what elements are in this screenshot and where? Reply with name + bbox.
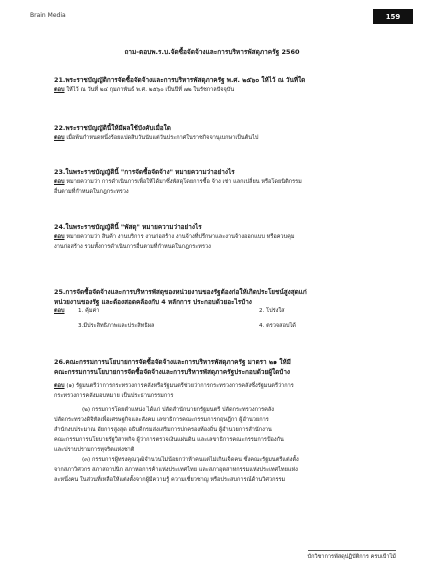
question-heading: 22.พระราชบัญญัตินี้ให้มีผลใช้บังคับเมื่อใด xyxy=(54,124,171,132)
choice-item: 3.มีประสิทธิภาพและประสิทธิผล xyxy=(78,323,155,329)
answer-text: และปราบปรามการทุจริตแห่งชาติ xyxy=(54,447,135,453)
answer-label: ตอบ xyxy=(54,308,65,314)
qa-item-22 xyxy=(54,123,394,143)
question-heading: หน่วยงานของรัฐ และต้องสอดคล้องกับ 4 หลักการ ประกอบด้วยอะไรบ้าง xyxy=(54,298,252,306)
answer-text: คณะกรรมการนโยบายรัฐวิสาหกิจ ผู้ว่าการตรวจเงินแผ่นดิน และเลขาธิการคณะกรรมการป้องกัน xyxy=(54,437,284,443)
answer-choices xyxy=(54,307,394,337)
answer-text: (๑) รัฐมนตรีว่าการกระทรวงการคลังหรือรัฐมนตรีช่วยว่าการกระทรวงการคลังซึ่งรัฐมนตรีว่าการ xyxy=(66,383,294,389)
qa-item-23 xyxy=(54,167,394,197)
question-heading: 25.การจัดซื้อจัดจ้างและการบริหารพัสดุของหน่วยงานของรัฐต้องก่อให้เกิดประโยชน์สูงสุดแก่ xyxy=(54,288,307,296)
choice-item: 1. คุ้มค่า xyxy=(78,308,100,314)
answer-text: หมายความว่า การดำเนินการเพื่อให้ได้มาซึ่งพัสดุโดยการซื้อ จ้าง เช่า แลกเปลี่ยน หรือโดยนิติกรรม xyxy=(66,179,302,185)
question-heading: 24.ในพระราชบัญญัตินี้ "พัสดุ" หมายความว่าอย่างไร xyxy=(54,223,202,231)
answer-text: ปลัดกระทรวงดิจิทัลเพื่อเศรษฐกิจและสังคม เลขาธิการคณะกรรมการกฤษฎีกา ผู้อำนวยการ xyxy=(54,417,269,423)
answer-text: (๒) กรรมการโดยตำแหน่ง ได้แก่ ปลัดสำนักนายกรัฐมนตรี ปลัดกระทรวงการคลัง xyxy=(82,407,275,413)
answer-text: จากสภาวิศวกร สภาสถาปนิก สภาหอการค้าแห่งประเทศไทย และสภาอุตสาหกรรมแห่งประเทศไทยแห่ง xyxy=(54,467,298,473)
qa-item-26 xyxy=(54,357,394,485)
answer-text: หมายความว่า สินค้า งานบริการ งานก่อสร้าง งานจ้างที่ปรึกษาและงานจ้างออกแบบ หรือควบคุม xyxy=(66,234,295,240)
page-title: ถาม-ตอบพ.ร.บ.จัดซื้อจัดจ้างและการบริหารพัสดุภาครัฐ 2560 xyxy=(124,48,300,56)
question-heading: 26.คณะกรรมการนโยบายการจัดซื้อจัดจ้างและการบริหารพัสดุภาครัฐ มาตรา ๒๑ ให้มี xyxy=(54,358,291,366)
answer-label: ตอบ xyxy=(54,179,65,185)
question-heading: คณะกรรมการนโยบายการจัดซื้อจัดจ้างและการบริหารพัสดุภาครัฐประกอบด้วยผู้ใดบ้าง xyxy=(54,368,291,376)
qa-item-24 xyxy=(54,222,394,252)
page-footer: บักวิชาการพัสดุปฏิบัติการ ครบเป้าไม้ xyxy=(308,550,396,561)
question-heading: 23.ในพระราชบัญญัตินี้ "การจัดซื้อจัดจ้าง" หมายความว่าอย่างไร xyxy=(54,168,235,176)
answer-label: ตอบ xyxy=(54,135,65,141)
question-heading: 21.พระราชบัญญัติการจัดซื้อจัดจ้างและการบริหารพัสดุภาครัฐ พ.ศ. ๒๕๖๐ ให้ไว้ ณ วันที่ใด xyxy=(54,76,306,84)
answer-text: ละหนึ่งคน ในส่วนที่เหลือให้แต่งตั้งจากผู้มีความรู้ ความเชี่ยวชาญ หรือประสบการณ์ด้านวิศวกรรม xyxy=(54,477,286,483)
qa-item-25 xyxy=(54,287,394,337)
answer-text: สำนักงบประมาณ อัยการสูงสุด อธิบดีกรมส่งเสริมการปกครองท้องถิ่น ผู้อำนวยการสำนักงาน xyxy=(54,427,272,433)
page-number-badge: 159 xyxy=(373,9,413,24)
qa-item-21 xyxy=(54,75,394,95)
answer-label: ตอบ xyxy=(54,87,65,93)
answer-text: เมื่อพ้นกำหนดหนึ่งร้อยแปดสิบวันนับแต่วันประกาศในราชกิจจานุเบกษาเป็นต้นไป xyxy=(66,135,259,141)
answer-label: ตอบ xyxy=(54,234,65,240)
choice-item: 4. ตรวจสอบได้ xyxy=(259,323,296,329)
answer-text: (๓) กรรมการผู้ทรงคุณวุฒิจำนวนไม่น้อยกว่าห้าคนแต่ไม่เกินเจ็ดคน ซึ่งคณะรัฐมนตรีแต่งตั้ง xyxy=(82,457,299,463)
answer-text: กระทรวงการคลังมอบหมาย เป็นประธานกรรมการ xyxy=(54,393,174,399)
answer-label: ตอบ xyxy=(54,383,65,389)
answer-text: ให้ไว้ ณ วันที่ ๒๔ กุมภาพันธ์ พ.ศ. ๒๕๖๐ เป็นปีที่ ๗๒ ในรัชกาลปัจจุบัน xyxy=(66,87,235,93)
brand-name: Brain Media xyxy=(30,12,66,19)
choice-item: 2. โปร่งใส xyxy=(259,308,285,314)
answer-text: อื่นตามที่กำหนดในกฎกระทรวง xyxy=(54,189,129,195)
answer-text: งานก่อสร้าง รวมทั้งการดำเนินการอื่นตามที่กำหนดในกฎกระทรวง xyxy=(54,244,211,250)
